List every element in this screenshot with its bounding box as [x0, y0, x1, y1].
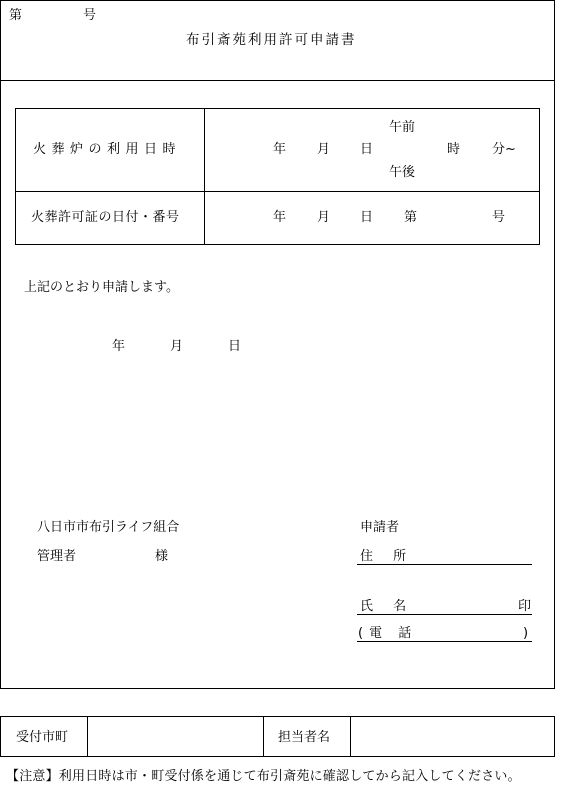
header-divider [0, 80, 555, 81]
permit-dai-label: 第 [404, 210, 418, 225]
addressee-honorific: 様 [155, 549, 169, 564]
cremation-datetime-label: 火葬炉の利用日時 [33, 142, 182, 157]
application-statement: 上記のとおり申請します。 [24, 280, 179, 295]
staff-name-label: 担当者名 [278, 730, 331, 745]
applicant-heading: 申請者 [360, 520, 400, 535]
permit-day-unit: 日 [360, 210, 374, 225]
applicant-phone-close: ) [523, 626, 529, 641]
cremation-hour-unit: 時 [447, 142, 461, 157]
addressee-org: 八日市市布引ライフ組合 [37, 520, 180, 535]
applicant-name-label: 氏 名 [360, 599, 415, 614]
application-month-unit: 月 [170, 339, 184, 354]
application-day-unit: 日 [228, 339, 242, 354]
cremation-minute-unit: 分~ [492, 142, 516, 157]
cremation-day-unit: 日 [360, 142, 374, 157]
cremation-month-unit: 月 [317, 142, 331, 157]
permit-go-label: 号 [492, 210, 506, 225]
form-number-suffix: 号 [83, 8, 97, 23]
reception-municipality-label: 受付市町 [16, 730, 69, 745]
applicant-name-underline [357, 614, 532, 615]
application-year-unit: 年 [112, 339, 126, 354]
applicant-address-underline [357, 564, 532, 565]
permit-date-number-label: 火葬許可証の日付・番号 [31, 210, 180, 225]
cremation-gogo: 午後 [389, 165, 416, 180]
reception-divider-3 [350, 716, 351, 757]
applicant-address-label: 住 所 [360, 549, 415, 564]
footer-note: 【注意】利用日時は市・町受付係を通じて布引斎苑に確認してから記入してください。 [6, 769, 521, 784]
cremation-gozen: 午前 [389, 120, 416, 135]
reception-divider-1 [87, 716, 88, 757]
usage-table-col-divider [204, 108, 205, 245]
permit-month-unit: 月 [317, 210, 331, 225]
seal-mark: 印 [518, 599, 532, 614]
usage-table-row-divider [15, 191, 540, 192]
permit-year-unit: 年 [273, 210, 287, 225]
addressee-title: 管理者 [37, 549, 77, 564]
applicant-phone-underline [357, 641, 532, 642]
applicant-phone-open: (電 話 [358, 626, 418, 641]
reception-divider-2 [263, 716, 264, 757]
form-title: 布引斎苑利用許可申請書 [186, 32, 357, 48]
form-number-prefix: 第 [9, 8, 23, 23]
cremation-year-unit: 年 [273, 142, 287, 157]
